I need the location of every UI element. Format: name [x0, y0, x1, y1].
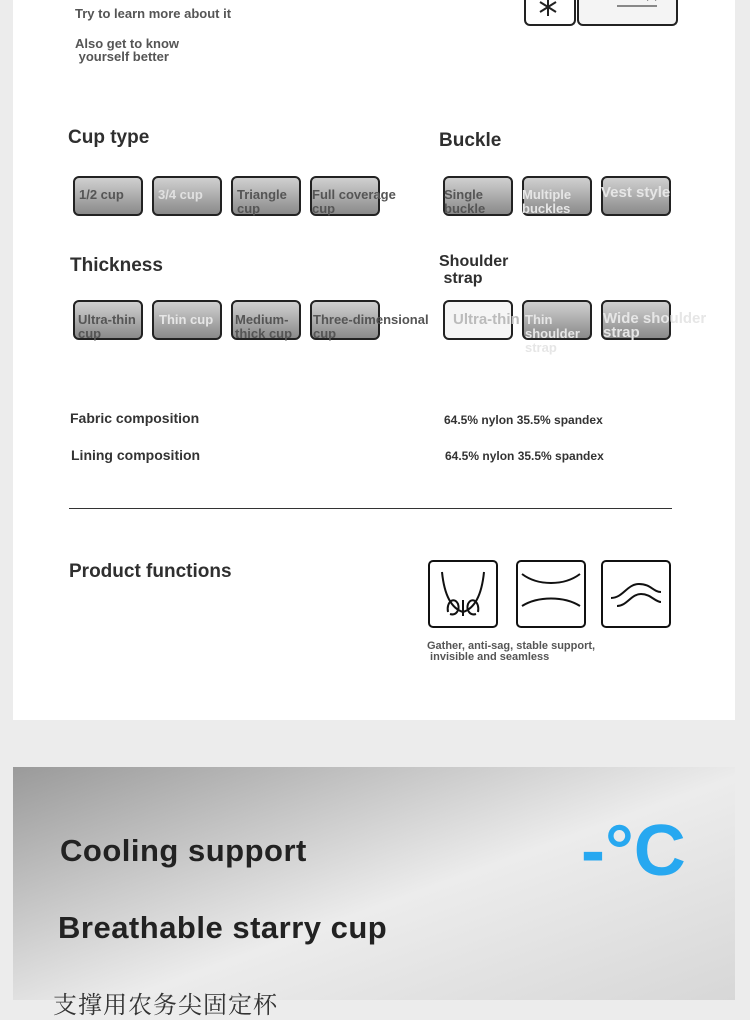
- cup-option-label: 3/4 cup: [158, 187, 203, 202]
- cup-type-heading: Cup type: [68, 127, 150, 148]
- thickness-option-label: Three-dimensional cup: [313, 312, 429, 341]
- lining-composition-label: Lining composition: [71, 447, 201, 463]
- lining-composition-value: 64.5% nylon 35.5% spandex: [445, 449, 604, 463]
- seamless-wave-icon: [601, 560, 671, 628]
- strap-option-label: Ultra-thin: [453, 311, 520, 328]
- buckle-option-label: Multiple buckles: [522, 187, 572, 216]
- snowflake-icon: [524, 0, 576, 26]
- thickness-option-label: Ultra-thin cup: [78, 312, 136, 341]
- cup-option-label: Full coverage cup: [312, 187, 396, 216]
- intro-text: Try to learn more about it: [75, 6, 232, 21]
- thickness-option-label: Thin cup: [159, 312, 214, 327]
- functions-note: Gather, anti-sag, stable support,: [427, 640, 596, 652]
- banner-description: 支撑用农务尖固定杯: [53, 992, 278, 1019]
- stable-support-icon: [516, 560, 586, 628]
- fabric-composition-value: 64.5% nylon 35.5% spandex: [444, 413, 603, 427]
- wash-care-icon: [577, 0, 678, 26]
- shoulder-strap-heading: Shoulder: [439, 253, 509, 270]
- banner-subtitle: Breathable starry cup: [58, 910, 388, 945]
- product-functions-heading: Product functions: [69, 561, 232, 582]
- fabric-composition-label: Fabric composition: [70, 410, 200, 426]
- section-divider: [69, 508, 672, 509]
- banner-title: Cooling support: [60, 833, 307, 868]
- buckle-option-label: Single buckle: [444, 187, 486, 216]
- thickness-heading: Thickness: [70, 255, 163, 276]
- strap-option-label: Wide shoulder strap: [603, 310, 707, 341]
- buckle-option-label: Vest style: [601, 184, 671, 201]
- functions-note-2: invisible and seamless: [427, 651, 550, 663]
- cooling-banner: [13, 767, 735, 1019]
- intro-text-2: Also get to know: [75, 36, 179, 51]
- shoulder-strap-heading-2: strap: [439, 270, 483, 287]
- gather-bra-icon: [428, 560, 498, 628]
- cup-option-label: Triangle cup: [237, 187, 287, 216]
- buckle-heading: Buckle: [439, 130, 502, 151]
- thickness-option-label: Medium-thick cup: [235, 312, 293, 341]
- cup-option-label: 1/2 cup: [79, 187, 124, 202]
- cooling-temperature-icon: -°C: [581, 811, 686, 891]
- intro-text-3: yourself better: [75, 49, 169, 64]
- strap-option-label: Thin shoulder strap: [525, 312, 580, 355]
